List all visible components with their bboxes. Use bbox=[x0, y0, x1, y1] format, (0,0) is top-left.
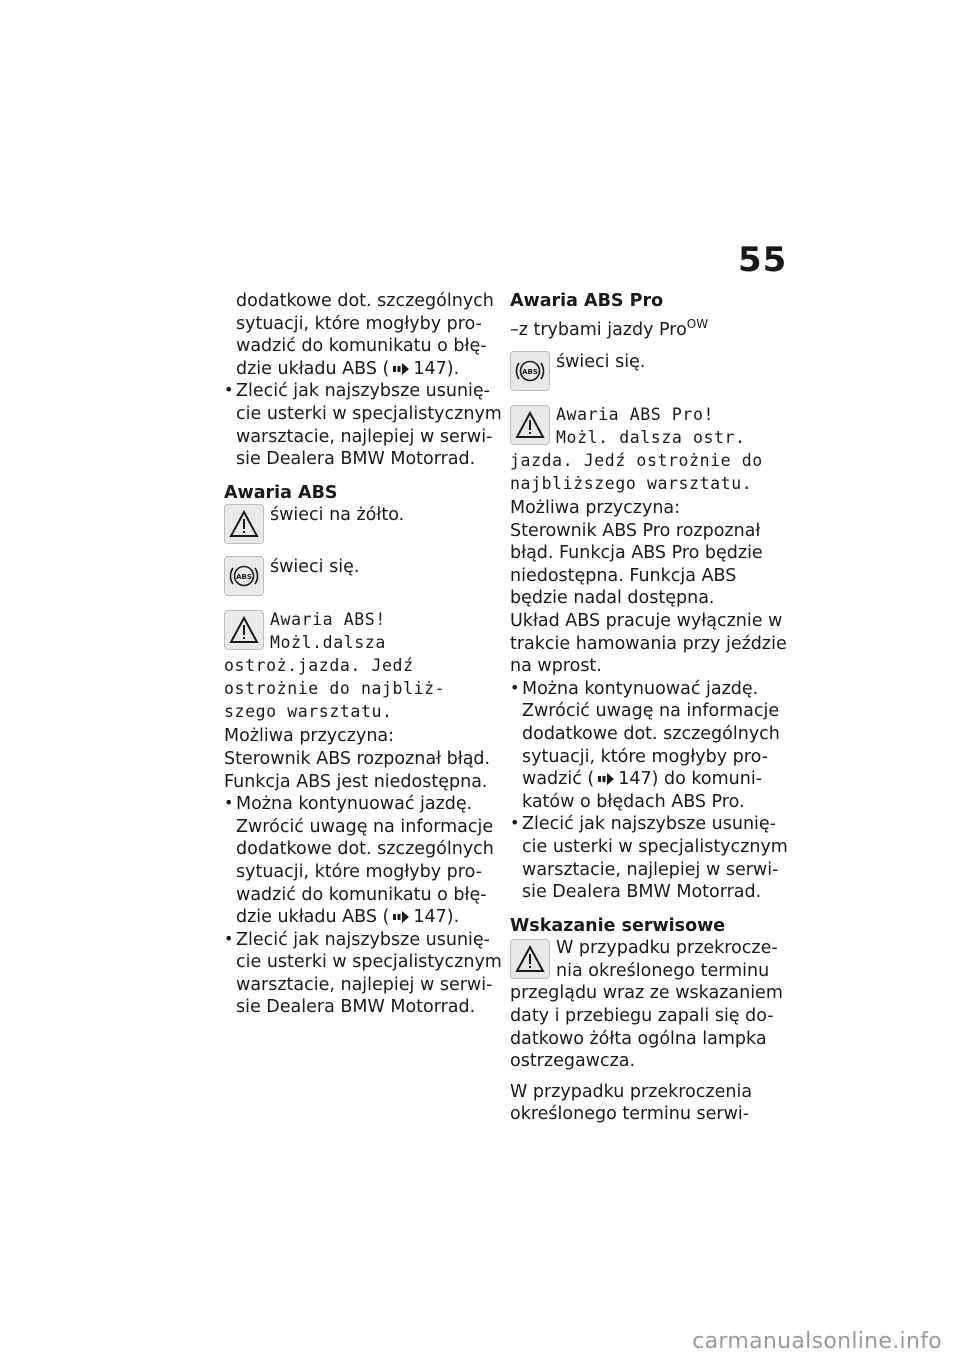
text-line: Zwrócić uwagę na informacje bbox=[522, 701, 780, 722]
text-line: warsztacie, najlepiej w serwi- bbox=[522, 859, 779, 880]
section-subheading: –z trybami jazdy Pro$^{OW}$ bbox=[510, 316, 709, 340]
text-line: sie Dealera BMW Motorrad. bbox=[236, 997, 476, 1018]
text-line: Możliwa przyczyna: bbox=[510, 498, 681, 519]
text-line: Zwrócić uwagę na informacje bbox=[236, 816, 494, 837]
text-line: sie Dealera BMW Motorrad. bbox=[522, 882, 762, 903]
cause-paragraph bbox=[224, 725, 492, 793]
text-line: przeglądu wraz ze wskazaniem bbox=[510, 983, 783, 1004]
lamp-row bbox=[224, 556, 492, 596]
list-item bbox=[224, 380, 502, 470]
warning-triangle-icon bbox=[510, 405, 550, 445]
page-number: 55 bbox=[738, 240, 788, 280]
lamp-row bbox=[510, 351, 780, 391]
text-line: • Można kontynuować jazdę. bbox=[236, 794, 473, 815]
text-line: • Zlecić jak najszybsze usunię- bbox=[236, 381, 490, 402]
list-item bbox=[510, 678, 780, 814]
text-line: dodatkowe dot. szczególnych bbox=[236, 291, 494, 311]
text-line: wadzić do komunikatu o błę- bbox=[236, 884, 487, 905]
text-line: Możliwa przyczyna: bbox=[224, 726, 395, 747]
display-message bbox=[224, 608, 492, 723]
abs-lamp-icon bbox=[510, 351, 550, 391]
lamp-status-text: świeci się. bbox=[556, 352, 646, 373]
display-line: Awaria ABS! bbox=[270, 610, 386, 630]
text-line: sytuacji, które mogłyby pro- bbox=[236, 861, 482, 882]
display-line: ostroż.jazda. Jedź bbox=[224, 656, 414, 676]
text-line: dzie układu ABS ( 147). bbox=[236, 358, 460, 379]
list-item bbox=[224, 929, 502, 1019]
text-line: trakcie hamowania przy jeździe bbox=[510, 633, 787, 654]
display-line: ostrożnie do najbliż- bbox=[224, 679, 446, 699]
text-line: będzie nadal dostępna. bbox=[510, 588, 715, 609]
left-column bbox=[224, 290, 502, 1019]
text-line: Sterownik ABS Pro rozpoznał bbox=[510, 520, 761, 541]
abs-lamp-icon bbox=[224, 556, 264, 596]
right-column bbox=[510, 290, 788, 1126]
text-line: nia określonego terminu bbox=[556, 960, 770, 981]
text-line: daty i przebiegu zapali się do- bbox=[510, 1006, 774, 1027]
text-line: niedostępna. Funkcja ABS bbox=[510, 565, 737, 586]
warning-triangle-icon bbox=[224, 504, 264, 544]
section-heading: Awaria ABS bbox=[224, 482, 338, 503]
text-line: sie Dealera BMW Motorrad. bbox=[236, 449, 476, 470]
service-paragraph-2 bbox=[510, 1081, 780, 1126]
text-line: sytuacji, które mogłyby pro- bbox=[522, 746, 768, 767]
warning-triangle-icon bbox=[510, 939, 550, 979]
display-line: najbliższego warsztatu. bbox=[510, 474, 753, 494]
list-item bbox=[510, 813, 788, 903]
text-line: cie usterki w specjalistycznym bbox=[236, 952, 502, 973]
svg-text:ABS: ABS bbox=[522, 368, 538, 377]
text-line: Sterownik ABS rozpoznał błąd. bbox=[224, 748, 491, 769]
text-line: Układ ABS pracuje wyłącznie w bbox=[510, 610, 783, 631]
section-heading: Awaria ABS Pro bbox=[510, 291, 664, 311]
text-line: katów o błędach ABS Pro. bbox=[522, 791, 745, 812]
lamp-status-text: świeci się. bbox=[270, 557, 360, 578]
text-line: Funkcja ABS jest niedostępna. bbox=[224, 771, 488, 792]
text-line: cie usterki w specjalistycznym bbox=[236, 403, 502, 424]
page-reference-arrow-icon[interactable] bbox=[392, 363, 410, 375]
text-line: W przypadku przekroczenia bbox=[510, 1081, 753, 1102]
text-line: ostrzegawcza. bbox=[510, 1051, 636, 1072]
service-paragraph bbox=[510, 937, 783, 1073]
text-line: W przypadku przekrocze- bbox=[556, 938, 778, 959]
watermark: carmanualsonline.info bbox=[692, 1329, 942, 1354]
text-line: dzie układu ABS ( 147). bbox=[236, 907, 460, 928]
text-line: datkowo żółta ogólna lampka bbox=[510, 1028, 767, 1049]
lamp-status-text: świeci na żółto. bbox=[270, 505, 405, 526]
text-line: • Zlecić jak najszybsze usunię- bbox=[236, 929, 490, 950]
intro-paragraph bbox=[224, 290, 492, 380]
text-line: na wprost. bbox=[510, 656, 602, 677]
text-line: warsztacie, najlepiej w serwi- bbox=[236, 974, 493, 995]
text-line: określonego terminu serwi- bbox=[510, 1104, 750, 1125]
text-line: • Można kontynuować jazdę. bbox=[522, 678, 759, 699]
display-line: Awaria ABS Pro! bbox=[556, 405, 715, 425]
display-line: Możl.dalsza bbox=[270, 633, 386, 653]
text-line: warsztacie, najlepiej w serwi- bbox=[236, 426, 493, 447]
warning-triangle-icon bbox=[224, 610, 264, 650]
page-reference-arrow-icon[interactable] bbox=[597, 773, 615, 785]
text-line: wadzić do komunikatu o błę- bbox=[236, 336, 487, 357]
display-line: jazda. Jedź ostrożnie do bbox=[510, 451, 763, 471]
display-line: szego warsztatu. bbox=[224, 702, 393, 722]
cause-paragraph bbox=[510, 497, 787, 678]
list-item bbox=[224, 793, 492, 929]
text-line: dodatkowe dot. szczególnych bbox=[236, 839, 494, 860]
text-line: cie usterki w specjalistycznym bbox=[522, 836, 788, 857]
section-heading: Wskazanie serwisowe bbox=[510, 915, 726, 936]
display-message bbox=[510, 403, 780, 495]
text-line: dodatkowe dot. szczególnych bbox=[522, 723, 780, 744]
text-line: sytuacji, które mogłyby pro- bbox=[236, 313, 482, 334]
page-reference-arrow-icon[interactable] bbox=[392, 911, 410, 923]
display-line: Możl. dalsza ostr. bbox=[556, 428, 746, 448]
text-line: wadzić ( 147) do komuni- bbox=[522, 769, 763, 790]
text-line: • Zlecić jak najszybsze usunię- bbox=[522, 814, 776, 835]
text-line: błąd. Funkcja ABS Pro będzie bbox=[510, 543, 763, 564]
svg-text:ABS: ABS bbox=[236, 573, 252, 582]
lamp-row bbox=[224, 504, 492, 544]
